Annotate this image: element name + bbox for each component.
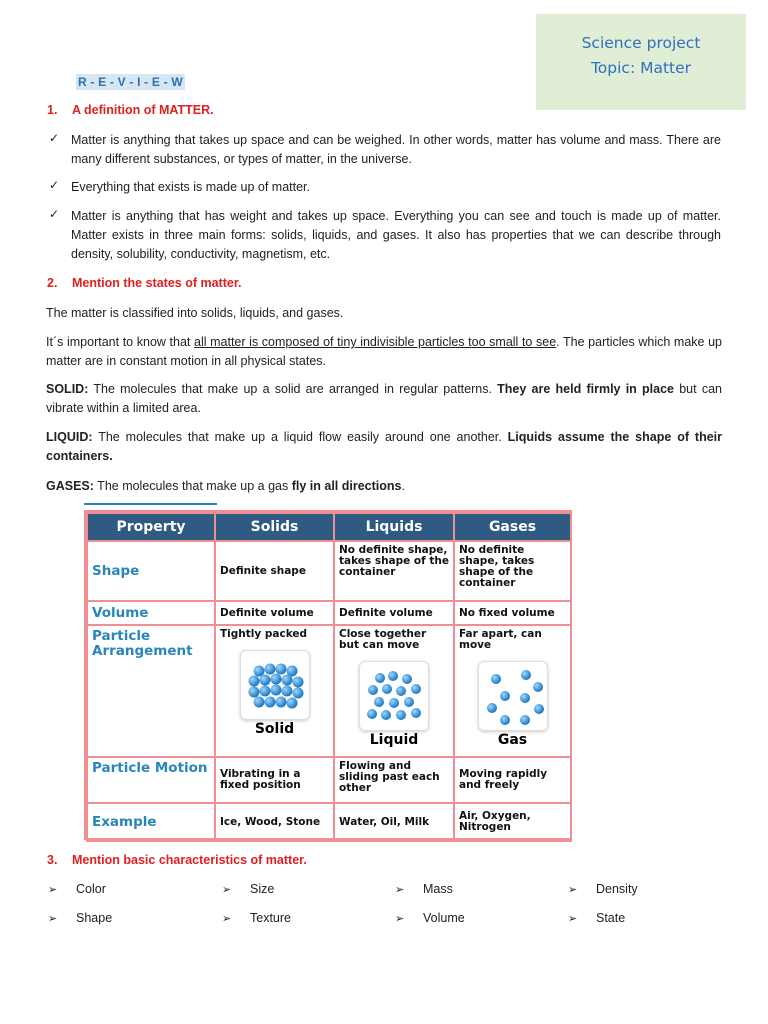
checkmark-icon: ✓	[49, 131, 60, 145]
header-solids: Solids	[215, 513, 334, 541]
arrow-bullet-icon: ➢	[568, 913, 578, 925]
liquid-paragraph	[46, 428, 722, 466]
arrow-bullet-icon: ➢	[395, 913, 405, 925]
cell-example-solid: Ice, Wood, Stone	[215, 803, 334, 841]
characteristic-item	[48, 882, 106, 896]
topic-box	[536, 14, 746, 110]
characteristic-item	[222, 882, 274, 896]
section2-number: 2.	[47, 276, 58, 290]
section1-heading	[47, 103, 214, 117]
cell-motion-gas: Moving rapidly and freely	[454, 757, 571, 803]
cell-example-liquid: Water, Oil, Milk	[334, 803, 454, 841]
gases-end: .	[401, 479, 405, 493]
checkmark-icon: ✓	[49, 207, 60, 221]
table-row-shape	[87, 541, 571, 601]
characteristic-label: Shape	[76, 911, 113, 925]
row-label-shape: Shape	[87, 541, 215, 601]
characteristic-item	[222, 911, 291, 925]
important-underlined: all matter is composed of tiny indivisible particles too small to see	[194, 335, 557, 349]
arrangement-solid-text: Tightly packed	[220, 628, 308, 640]
solid-label: SOLID:	[46, 382, 89, 396]
liquid-image-label: Liquid	[369, 732, 419, 748]
characteristic-label: Density	[596, 882, 638, 896]
check-item-1	[49, 131, 721, 169]
characteristic-label: Color	[76, 882, 106, 896]
table-row-motion	[87, 757, 571, 803]
solid-end: but can vibrate within a limited area.	[46, 382, 722, 415]
table-header-row	[87, 513, 571, 541]
characteristic-label: Volume	[423, 911, 465, 925]
important-post: . The particles which make up matter are in constant motion in all physical states.	[46, 335, 722, 368]
solid-image-label: Solid	[254, 721, 295, 737]
table-row-example	[87, 803, 571, 841]
cell-shape-solid: Definite shape	[215, 541, 334, 601]
solid-text: The molecules that make up a solid are arranged in regular patterns.	[88, 382, 498, 396]
section3-number: 3.	[47, 853, 58, 867]
characteristic-label: State	[596, 911, 626, 925]
characteristic-item	[568, 882, 638, 896]
cell-arrangement-gas	[454, 625, 571, 757]
gas-particles-svg	[479, 662, 549, 732]
header-liquids: Liquids	[334, 513, 454, 541]
characteristic-item	[48, 911, 112, 925]
cell-arrangement-solid	[215, 625, 334, 757]
topic-line-2: Topic: Matter	[590, 59, 692, 77]
gases-label: GASES:	[46, 479, 94, 493]
arrangement-gas-text: Far apart, can move	[459, 628, 542, 651]
row-label-arrangement: Particle Arrangement	[87, 625, 215, 757]
header-gases: Gases	[454, 513, 571, 541]
important-pre: It´s important to know that	[46, 335, 194, 349]
arrow-bullet-icon: ➢	[222, 913, 232, 925]
table-row-arrangement	[87, 625, 571, 757]
states-intro: The matter is classified into solids, liquids, and gases.	[46, 306, 344, 320]
header-property: Property	[87, 513, 215, 541]
characteristic-item	[395, 911, 465, 925]
checkmark-icon: ✓	[49, 178, 60, 192]
liquid-label: LIQUID:	[46, 430, 93, 444]
important-paragraph	[46, 333, 722, 371]
cell-arrangement-liquid	[334, 625, 454, 757]
gases-paragraph	[46, 477, 722, 496]
cell-motion-liquid: Flowing and sliding past each other	[334, 757, 454, 803]
section1-number: 1.	[47, 103, 58, 117]
row-label-motion: Particle Motion	[87, 757, 215, 803]
liquid-text: The molecules that make up a liquid flow easily around one another.	[92, 430, 508, 444]
characteristic-label: Mass	[423, 882, 453, 896]
arrow-bullet-icon: ➢	[222, 884, 232, 896]
check-item-2	[49, 178, 721, 197]
cell-volume-solid: Definite volume	[215, 601, 334, 625]
section2-title: Mention the states of matter.	[72, 276, 242, 290]
topic-line-1: Science project	[581, 34, 701, 52]
characteristic-label: Texture	[250, 911, 291, 925]
liquid-bold: Liquids assume the shape of their containers.	[46, 430, 723, 463]
section1-title: A definition of MATTER.	[72, 103, 214, 117]
check-item-text: Matter is anything that has weight and takes up space. Everything you can see and touch is made up of matter. Matter exists in three main forms: solids, liquids, and gases. It also has properties that we can describe through density, solubility, conductivity, magnetism, etc.	[71, 209, 721, 261]
arrow-bullet-icon: ➢	[48, 884, 58, 896]
section2-heading	[47, 276, 241, 290]
section3-heading	[47, 853, 307, 867]
solid-particles-image	[240, 650, 310, 720]
gases-bold: fly in all directions	[291, 479, 402, 493]
arrangement-liquid-text: Close together but can move	[339, 628, 427, 651]
characteristic-label: Size	[250, 882, 275, 896]
check-item-3	[49, 207, 721, 264]
characteristic-item	[568, 911, 625, 925]
solid-particles-svg	[241, 651, 311, 721]
table-row-volume	[87, 601, 571, 625]
decorative-divider	[84, 503, 217, 505]
solid-bold: They are held firmly in place	[497, 382, 675, 396]
review-label: R - E - V - I - E - W	[78, 75, 183, 89]
row-label-volume: Volume	[87, 601, 215, 625]
cell-example-gas: Air, Oxygen, Nitrogen	[454, 803, 571, 841]
check-item-text: Everything that exists is made up of matter.	[71, 180, 311, 194]
solid-paragraph	[46, 380, 722, 418]
gas-image-label: Gas	[497, 732, 528, 748]
row-label-example: Example	[87, 803, 215, 841]
cell-shape-liquid: No definite shape, takes shape of the container	[334, 541, 454, 601]
gases-text: The molecules that make up a gas	[93, 479, 292, 493]
cell-shape-gas: No definite shape, takes shape of the container	[454, 541, 571, 601]
states-of-matter-table	[84, 510, 572, 840]
liquid-particles-image	[359, 661, 429, 731]
gas-particles-image	[478, 661, 548, 731]
cell-volume-gas: No fixed volume	[454, 601, 571, 625]
section3-title: Mention basic characteristics of matter.	[72, 853, 307, 867]
arrow-bullet-icon: ➢	[568, 884, 578, 896]
characteristic-item	[395, 882, 453, 896]
liquid-particles-svg	[360, 662, 430, 732]
arrow-bullet-icon: ➢	[48, 913, 58, 925]
check-item-text: Matter is anything that takes up space and can be weighed. In other words, matter has volume and mass. There are many different substances, or types of matter, in the universe.	[71, 133, 721, 166]
arrow-bullet-icon: ➢	[395, 884, 405, 896]
cell-motion-solid: Vibrating in a fixed position	[215, 757, 334, 803]
cell-volume-liquid: Definite volume	[334, 601, 454, 625]
